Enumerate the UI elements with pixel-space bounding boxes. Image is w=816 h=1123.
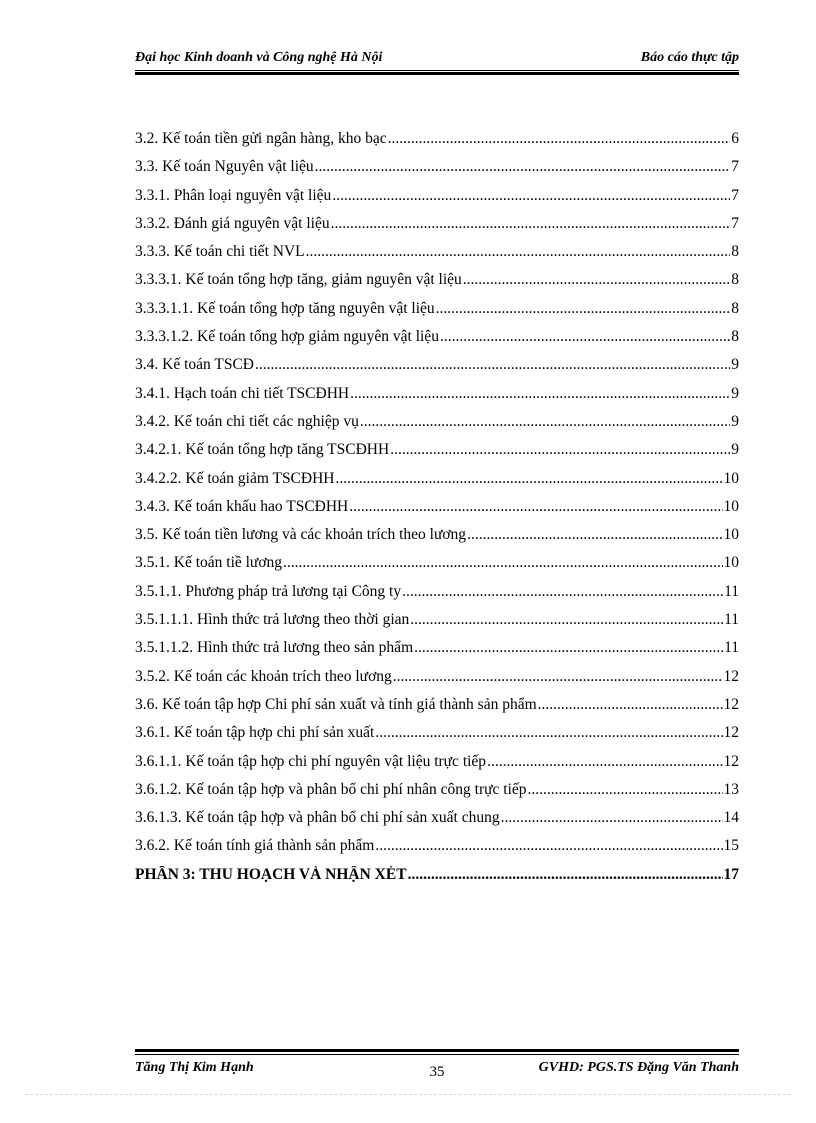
page-footer bbox=[135, 1056, 739, 1080]
header-university: Đại học Kinh doanh và Công nghệ Hà Nội bbox=[135, 50, 383, 65]
toc-entry-page: 10 bbox=[723, 554, 739, 572]
toc-entry[interactable] bbox=[135, 639, 739, 667]
toc-entry-page: 8 bbox=[731, 328, 739, 346]
toc-dot-leader bbox=[315, 158, 731, 176]
toc-entry-title: 3.3. Kế toán Nguyên vật liệu bbox=[135, 158, 314, 176]
toc-dot-leader bbox=[335, 470, 722, 488]
toc-entry[interactable] bbox=[135, 271, 739, 299]
toc-dot-leader bbox=[436, 300, 731, 318]
toc-entry[interactable] bbox=[135, 187, 739, 215]
toc-entry[interactable] bbox=[135, 130, 739, 158]
toc-entry-title: 3.5. Kế toán tiền lương và các khoản trích theo lương bbox=[135, 526, 467, 544]
toc-entry-page: 12 bbox=[723, 724, 739, 742]
toc-entry-page: 7 bbox=[731, 214, 739, 232]
toc-entry[interactable] bbox=[135, 328, 739, 356]
toc-entry-title: 3.6.1.2. Kế toán tập hợp và phân bổ chi phí nhân công trực tiếp bbox=[135, 780, 527, 798]
toc-entry-page: 7 bbox=[731, 186, 739, 204]
toc-entry-title: 3.3.2. Đánh giá nguyên vật liệu bbox=[135, 214, 330, 232]
toc-entry-page: 9 bbox=[731, 412, 739, 430]
page-boundary-line bbox=[25, 1094, 791, 1095]
header-rule-thick bbox=[135, 72, 739, 75]
toc-dot-leader bbox=[402, 583, 723, 601]
toc-entry[interactable] bbox=[135, 441, 739, 469]
toc-dot-leader bbox=[349, 498, 722, 516]
toc-entry[interactable] bbox=[135, 356, 739, 384]
toc-entry-title: 3.6.1.3. Kế toán tập hợp và phân bổ chi phí sản xuất chung bbox=[135, 809, 500, 827]
toc-entry-title: 3.4.2.2. Kế toán giảm TSCĐHH bbox=[135, 469, 335, 487]
toc-dot-leader bbox=[501, 809, 723, 827]
toc-dot-leader bbox=[390, 441, 730, 459]
toc-entry-title: 3.3.3.1. Kế toán tổng hợp tăng, giảm nguyên vật liệu bbox=[135, 271, 462, 289]
page-header bbox=[135, 48, 739, 68]
toc-entry-page: 17 bbox=[723, 865, 739, 883]
toc-dot-leader bbox=[283, 554, 722, 572]
toc-entry-page: 12 bbox=[723, 695, 739, 713]
toc-entry[interactable] bbox=[135, 809, 739, 837]
toc-dot-leader bbox=[375, 724, 722, 742]
toc-entry-page: 12 bbox=[723, 752, 739, 770]
toc-entry-title: 3.4.3. Kế toán khấu hao TSCĐHH bbox=[135, 497, 349, 515]
toc-entry-title: 3.3.1. Phân loại nguyên vật liệu bbox=[135, 186, 332, 204]
toc-dot-leader bbox=[393, 668, 723, 686]
toc-dot-leader bbox=[388, 130, 731, 148]
toc-entry-page: 9 bbox=[731, 356, 739, 374]
toc-dot-leader bbox=[528, 781, 723, 799]
toc-dot-leader bbox=[375, 837, 722, 855]
toc-entry-page: 9 bbox=[731, 441, 739, 459]
toc-dot-leader bbox=[410, 611, 723, 629]
toc-entry[interactable] bbox=[135, 498, 739, 526]
toc-entry[interactable] bbox=[135, 724, 739, 752]
toc-entry-page: 11 bbox=[724, 582, 739, 600]
toc-entry-title: 3.3.3.1.2. Kế toán tổng hợp giảm nguyên vật liệu bbox=[135, 328, 439, 346]
header-report-type: Báo cáo thực tập bbox=[640, 50, 739, 65]
toc-entry-page: 8 bbox=[731, 243, 739, 261]
toc-dot-leader bbox=[332, 187, 730, 205]
toc-dot-leader bbox=[538, 696, 723, 714]
toc-entry-page: 7 bbox=[731, 158, 739, 176]
table-of-contents bbox=[135, 130, 739, 894]
toc-entry[interactable] bbox=[135, 243, 739, 271]
toc-entry-title: 3.4. Kế toán TSCĐ bbox=[135, 356, 254, 374]
toc-entry[interactable] bbox=[135, 215, 739, 243]
toc-dot-leader bbox=[414, 639, 723, 657]
toc-entry-title: 3.5.1. Kế toán tiề lương bbox=[135, 554, 283, 572]
toc-entry-title: 3.3.3.1.1. Kế toán tổng hợp tăng nguyên vật liệu bbox=[135, 299, 435, 317]
toc-entry-page: 14 bbox=[723, 809, 739, 827]
toc-entry-page: 10 bbox=[723, 497, 739, 515]
toc-entry-page: 13 bbox=[723, 780, 739, 798]
toc-entry-title: 3.6.1. Kế toán tập hợp chi phí sản xuất bbox=[135, 724, 375, 742]
toc-entry-page: 15 bbox=[723, 837, 739, 855]
toc-entry-page: 9 bbox=[731, 384, 739, 402]
toc-dot-leader bbox=[306, 243, 731, 261]
toc-entry-page: 10 bbox=[723, 469, 739, 487]
toc-dot-leader bbox=[331, 215, 731, 233]
toc-dot-leader bbox=[255, 356, 730, 374]
toc-entry-page: 10 bbox=[723, 526, 739, 544]
toc-dot-leader bbox=[440, 328, 730, 346]
toc-dot-leader bbox=[467, 526, 722, 544]
header-rule-thin bbox=[135, 70, 739, 71]
footer-page-number: 35 bbox=[429, 1064, 445, 1080]
toc-entry-title: 3.5.1.1.1. Hình thức trả lương theo thời gian bbox=[135, 611, 410, 629]
toc-entry-title: 3.5.1.1.2. Hình thức trả lương theo sản phẩm bbox=[135, 639, 414, 657]
toc-entry[interactable] bbox=[135, 470, 739, 498]
toc-entry-title: 3.6. Kế toán tập hợp Chi phí sản xuất và tính giá thành sản phẩm bbox=[135, 695, 537, 713]
toc-entry[interactable] bbox=[135, 385, 739, 413]
toc-entry-title: 3.6.1.1. Kế toán tập hợp chi phí nguyên vật liệu trực tiếp bbox=[135, 752, 487, 770]
toc-entry-title: PHẦN 3: THU HOẠCH VÀ NHẬN XÉT bbox=[135, 865, 407, 883]
toc-entry[interactable] bbox=[135, 526, 739, 554]
toc-entry[interactable] bbox=[135, 866, 739, 894]
toc-entry[interactable] bbox=[135, 611, 739, 639]
toc-entry[interactable] bbox=[135, 413, 739, 441]
toc-entry-page: 12 bbox=[723, 667, 739, 685]
toc-dot-leader bbox=[350, 385, 730, 403]
toc-entry-page: 6 bbox=[731, 130, 739, 147]
toc-dot-leader bbox=[463, 271, 731, 289]
toc-entry[interactable] bbox=[135, 554, 739, 582]
toc-entry[interactable] bbox=[135, 158, 739, 186]
toc-entry[interactable] bbox=[135, 696, 739, 724]
toc-entry[interactable] bbox=[135, 753, 739, 781]
toc-entry-title: 3.4.1. Hạch toán chi tiết TSCĐHH bbox=[135, 384, 350, 402]
toc-entry-page: 8 bbox=[731, 299, 739, 317]
toc-dot-leader bbox=[408, 866, 723, 884]
toc-entry-page: 11 bbox=[724, 611, 739, 629]
toc-entry-title: 3.4.2. Kế toán chi tiết các nghiệp vụ bbox=[135, 412, 359, 430]
toc-entry[interactable] bbox=[135, 668, 739, 696]
footer-rule-thick bbox=[135, 1049, 739, 1052]
toc-dot-leader bbox=[487, 753, 722, 771]
toc-entry-title: 3.6.2. Kế toán tính giá thành sản phẩm bbox=[135, 837, 375, 855]
toc-entry[interactable] bbox=[135, 300, 739, 328]
toc-entry-title: 3.5.2. Kế toán các khoản trích theo lương bbox=[135, 667, 392, 685]
toc-entry-title: 3.5.1.1. Phương pháp trả lương tại Công ty bbox=[135, 582, 402, 600]
footer-author: Tăng Thị Kim Hạnh bbox=[135, 1060, 254, 1075]
toc-dot-leader bbox=[360, 413, 730, 431]
toc-entry-page: 8 bbox=[731, 271, 739, 289]
toc-entry[interactable] bbox=[135, 583, 739, 611]
footer-supervisor: GVHD: PGS.TS Đặng Văn Thanh bbox=[538, 1060, 739, 1075]
footer-rule-thin bbox=[135, 1054, 739, 1055]
toc-entry[interactable] bbox=[135, 781, 739, 809]
toc-entry-page: 11 bbox=[724, 639, 739, 657]
toc-entry-title: 3.4.2.1. Kế toán tổng hợp tăng TSCĐHH bbox=[135, 441, 390, 459]
toc-entry-title: 3.3.3. Kế toán chi tiết NVL bbox=[135, 243, 305, 261]
toc-entry[interactable] bbox=[135, 837, 739, 865]
toc-entry-title: 3.2. Kế toán tiền gửi ngân hàng, kho bạc bbox=[135, 130, 387, 147]
